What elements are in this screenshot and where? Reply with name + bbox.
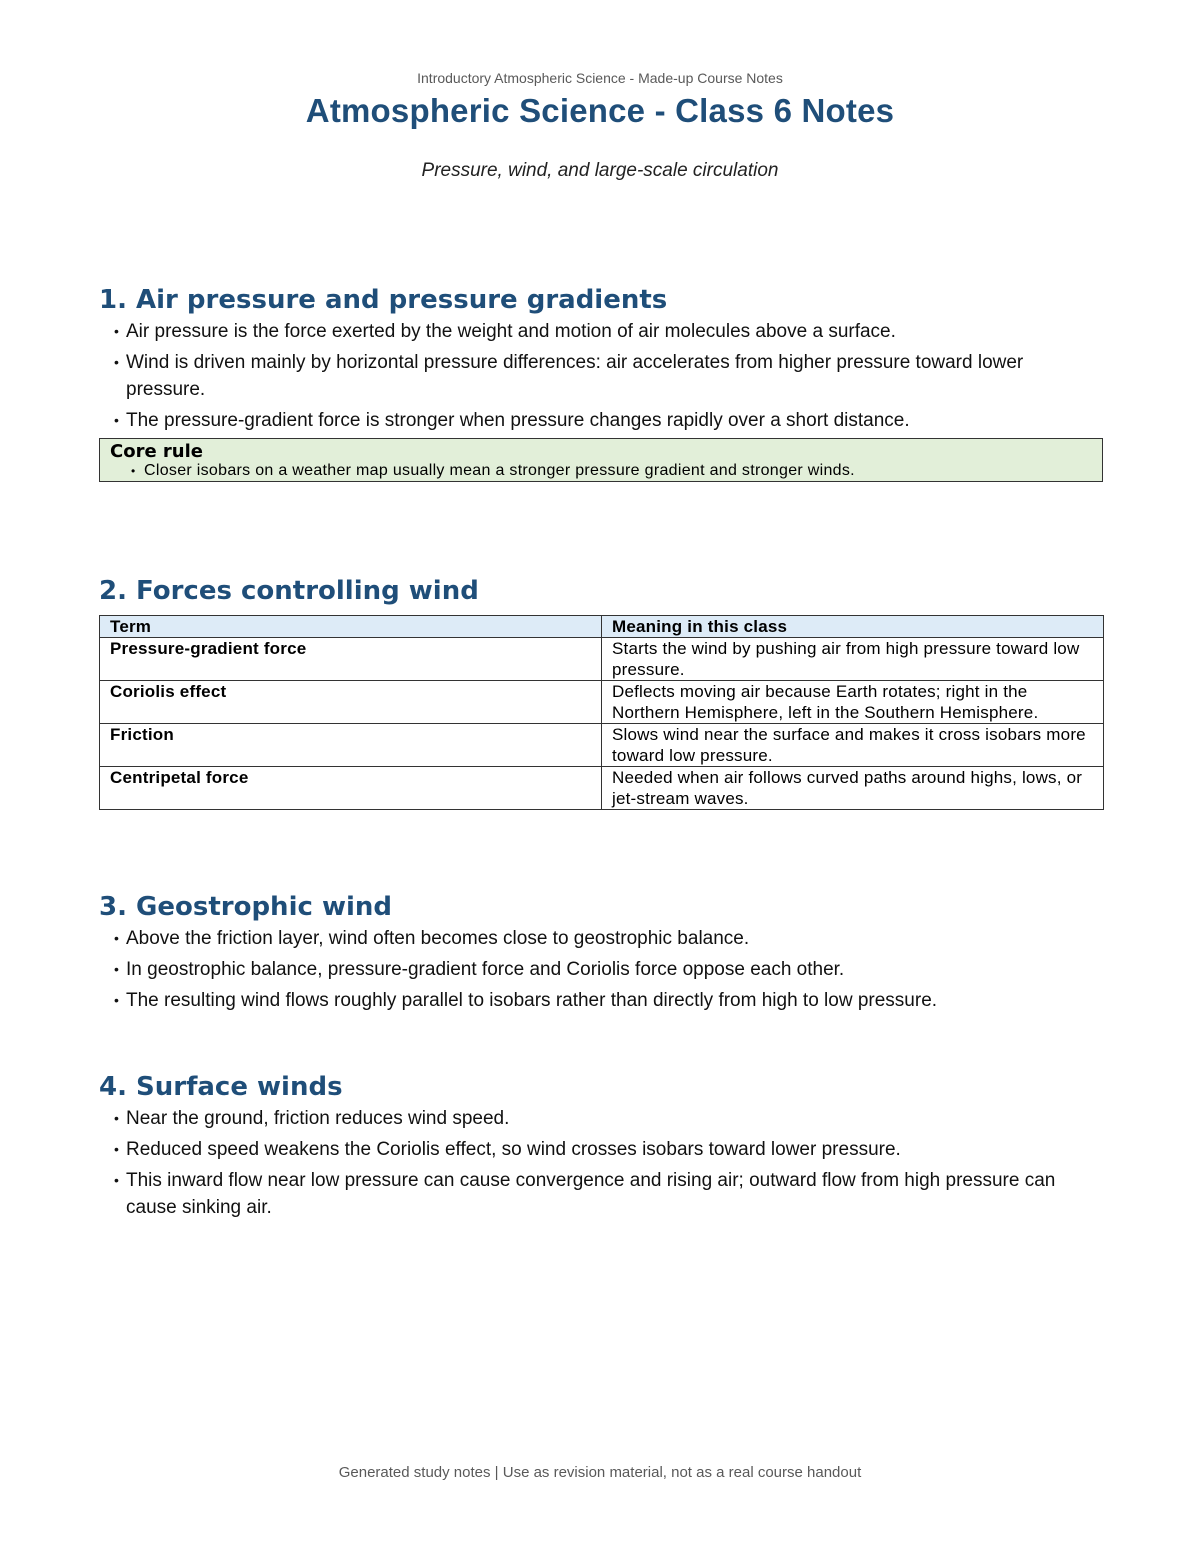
list-item: • Reduced speed weakens the Coriolis effect, so wind crosses isobars toward lower pressure. bbox=[99, 1136, 1103, 1163]
table-cell-term: Friction bbox=[100, 724, 602, 767]
list-item: • In geostrophic balance, pressure-gradient force and Coriolis force oppose each other. bbox=[99, 956, 1103, 983]
core-rule-callout bbox=[99, 438, 1103, 482]
document-subtitle: Pressure, wind, and large-scale circulation bbox=[421, 160, 779, 181]
list-item: • Wind is driven mainly by horizontal pressure differences: air accelerates from higher pressure toward lower pressure. bbox=[99, 349, 1103, 403]
section-heading: 3. Geostrophic wind bbox=[99, 892, 392, 922]
table-cell-meaning: Deflects moving air because Earth rotates; right in the Northern Hemisphere, left in the Southern Hemisphere. bbox=[602, 681, 1104, 724]
section-forces bbox=[99, 573, 1103, 810]
list-item: • Above the friction layer, wind often becomes close to geostrophic balance. bbox=[99, 925, 1103, 952]
table-header-row bbox=[100, 616, 1104, 638]
document-title: Atmospheric Science - Class 6 Notes bbox=[305, 92, 895, 129]
table-row bbox=[100, 767, 1104, 810]
bullet-list bbox=[99, 925, 1103, 1014]
table-cell-term: Pressure-gradient force bbox=[100, 638, 602, 681]
column-header-term: Term bbox=[100, 616, 602, 638]
bullet-icon: • bbox=[114, 992, 119, 1008]
table-row bbox=[100, 724, 1104, 767]
bullet-icon: • bbox=[114, 354, 119, 370]
section-heading: 4. Surface winds bbox=[99, 1072, 343, 1102]
table-cell-meaning: Needed when air follows curved paths around highs, lows, or jet-stream waves. bbox=[602, 767, 1104, 810]
bullet-list bbox=[99, 318, 1103, 434]
bullet-icon: • bbox=[114, 412, 119, 428]
section-air-pressure bbox=[99, 282, 1103, 482]
callout-title: Core rule bbox=[110, 441, 203, 462]
list-item: • The resulting wind flows roughly parallel to isobars rather than directly from high to low pressure. bbox=[99, 987, 1103, 1014]
bullet-icon: • bbox=[114, 930, 119, 946]
bullet-icon: • bbox=[114, 961, 119, 977]
page-footer: Generated study notes | Use as revision material, not as a real course handout bbox=[338, 1464, 862, 1481]
table-cell-meaning: Slows wind near the surface and makes it cross isobars more toward low pressure. bbox=[602, 724, 1104, 767]
callout-item: • Closer isobars on a weather map usually mean a stronger pressure gradient and stronger winds. bbox=[131, 462, 855, 479]
bullet-icon: • bbox=[114, 1110, 119, 1126]
table-row bbox=[100, 638, 1104, 681]
bullet-list bbox=[99, 1105, 1103, 1221]
table-cell-term: Coriolis effect bbox=[100, 681, 602, 724]
running-header: Introductory Atmospheric Science - Made-up Course Notes bbox=[417, 70, 783, 86]
column-header-meaning: Meaning in this class bbox=[602, 616, 1104, 638]
list-item: • This inward flow near low pressure can cause convergence and rising air; outward flow from high pressure can cause sinking air. bbox=[99, 1167, 1103, 1221]
bullet-icon: • bbox=[114, 323, 119, 339]
section-heading: 1. Air pressure and pressure gradients bbox=[99, 285, 668, 315]
list-item: • The pressure-gradient force is stronger when pressure changes rapidly over a short distance. bbox=[99, 407, 1103, 434]
table-cell-meaning: Starts the wind by pushing air from high pressure toward low pressure. bbox=[602, 638, 1104, 681]
section-surface-winds bbox=[99, 1069, 1103, 1225]
table-row bbox=[100, 681, 1104, 724]
list-item: • Near the ground, friction reduces wind speed. bbox=[99, 1105, 1103, 1132]
table-cell-term: Centripetal force bbox=[100, 767, 602, 810]
section-geostrophic bbox=[99, 889, 1103, 1018]
bullet-icon: • bbox=[131, 464, 136, 478]
bullet-icon: • bbox=[114, 1172, 119, 1188]
bullet-icon: • bbox=[114, 1141, 119, 1157]
forces-table bbox=[99, 615, 1104, 810]
section-heading: 2. Forces controlling wind bbox=[99, 576, 479, 606]
list-item: • Air pressure is the force exerted by the weight and motion of air molecules above a surface. bbox=[99, 318, 1103, 345]
